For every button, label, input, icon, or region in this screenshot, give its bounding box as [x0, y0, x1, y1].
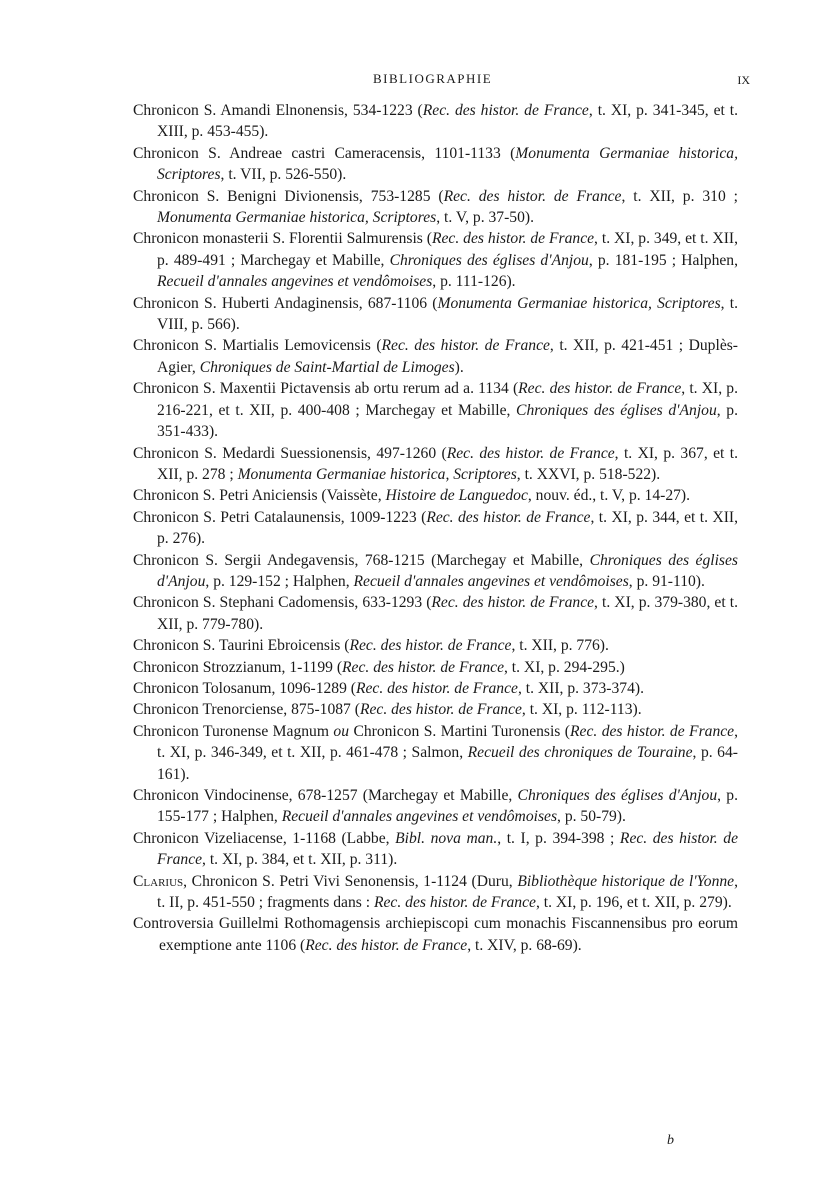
entry-text: , t. XII, p. 421-451 ; Duplès-Agier, [157, 337, 738, 376]
entry-italic-title: Rec. des histor. de France [518, 380, 682, 398]
entry-italic-title: Histoire de Languedoc [385, 487, 528, 505]
entry-italic-title: Rec. des histor. de France [443, 187, 622, 205]
entry-text: Chronicon S. Amandi Elnonensis, 534-1223 ( [133, 102, 423, 119]
entry-italic-title: Chroniques des églises d'Anjou [157, 551, 738, 590]
entry-italic-title: Rec. des histor. de France [431, 594, 595, 612]
entry-text: , t. XI, p. 112-113). [521, 701, 642, 719]
entry-italic-title: Rec. des histor. de France [381, 337, 550, 355]
page-number: IX [737, 73, 750, 87]
entry-text: , t. XI, p. 379-380, et t. XII, p. 779-780). [157, 594, 738, 633]
entry-italic-title: Rec. des histor. de France [305, 936, 468, 954]
entry-italic-title: Rec. des histor. de France [570, 722, 735, 740]
entry-text: Controversia Guillelmi Rothomagensis archiepiscopi cum monachis Fiscannensibus pro eorum exemptione ante 1106 ( [133, 915, 738, 954]
entry-italic-title: Chroniques des églises d'Anjou [516, 401, 717, 419]
bibliography-entry [133, 828, 738, 871]
entry-text: , p. 64-161). [157, 744, 738, 783]
entry-text: Chronicon Vizeliacense, 1-1168 (Labbe, [133, 829, 396, 847]
entry-text: , t. II, p. 451-550 ; fragments dans : [157, 872, 738, 912]
entry-text: , t. XII, p. 310 ; [621, 187, 738, 205]
entry-text: Chronicon S. Sergii Andegavensis, 768-1215 (Marchegay et Mabille, [133, 551, 590, 569]
entry-text: , p. 155-177 ; Halphen, [157, 787, 738, 826]
entry-text: , t. XI, p. 349, et t. XII, p. 489-491 ; Marchegay et Mabille, [157, 230, 738, 269]
bibliography-entry [133, 378, 738, 442]
bibliography-entry [133, 785, 738, 828]
entry-italic-title: Recueil des chroniques de Touraine [467, 744, 693, 762]
entry-text: , p. 129-152 ; Halphen, [205, 572, 354, 590]
bibliography-entry [133, 678, 738, 699]
entry-text: Chronicon S. Andreae castri Cameracensis, 1101-1133 ( [133, 144, 516, 162]
bibliography-entry [133, 485, 738, 506]
entry-italic-title: Rec. des histor. de France [446, 444, 615, 462]
bibliography-entry [133, 592, 738, 635]
entry-italic-title: Monumenta Germaniae historica, Scriptores [157, 209, 437, 227]
entry-text: , t. VIII, p. 566). [157, 294, 739, 334]
entry-text: , t. VII, p. 526-550). [220, 166, 347, 184]
entry-text: , p. 111-126). [432, 273, 516, 291]
entry-text: , Chronicon S. Petri Vivi Senonensis, 1-1124 (Duru, [183, 872, 518, 890]
entry-text: Chronicon S. Medardi Suessionensis, 497-1260 ( [133, 444, 447, 462]
entry-text: Chronicon S. Petri Aniciensis (Vaissète, [133, 487, 386, 505]
entry-text: , t. XXVI, p. 518-522). [516, 465, 661, 483]
entry-text: , t. XII, p. 373-374). [517, 679, 644, 697]
entry-italic-title: Rec. des histor. de France [349, 637, 512, 655]
entry-text: , t. XI, p. 346-349, et t. XII, p. 461-478 ; Salmon, [157, 722, 738, 762]
bibliography-entry [133, 635, 738, 656]
entry-italic-title: Bibl. nova man. [395, 829, 498, 847]
entry-italic-title: Rec. des histor. de France [431, 230, 595, 248]
entry-text: , t. XII, p. 776). [511, 637, 609, 655]
entry-italic-title: Rec. des histor. de France [342, 658, 504, 676]
bibliography-entries [133, 100, 738, 956]
entry-italic-title: Bibliothèque historique de l'Yonne [517, 872, 735, 890]
entry-text: , p. 181-195 ; Halphen, [588, 251, 738, 269]
entry-italic-title: Monumenta Germaniae historica, Scriptores [157, 144, 738, 184]
entry-text: Chronicon Tolosanum, 1096-1289 ( [133, 679, 356, 697]
entry-italic-title: Rec. des histor. de France [157, 829, 738, 869]
entry-text: Chronicon S. Taurini Ebroicensis ( [133, 637, 350, 655]
bibliography-entry [133, 871, 738, 914]
entry-text: , t. XI, p. 344, et t. XII, p. 276). [157, 508, 738, 548]
entry-text: , t. XI, p. 367, et t. XII, p. 278 ; [157, 444, 738, 483]
entry-italic-title: Chroniques des églises d'Anjou [517, 787, 718, 804]
entry-italic-title: Recueil d'annales angevines et vendômoises [281, 808, 558, 826]
entry-italic-title: Rec. des histor. de France [355, 679, 518, 697]
entry-author: Clarius [133, 872, 184, 890]
entry-text: , t. XI, p. 341-345, et t. XIII, p. 453-455). [157, 102, 738, 141]
entry-text: Chronicon Trenorciense, 875-1087 ( [133, 701, 360, 719]
entry-italic-title: Rec. des histor. de France [359, 701, 522, 719]
entry-text: Chronicon Strozzianum, 1-1199 ( [133, 658, 343, 676]
entry-italic-title: Recueil d'annales angevines et vendômoises [353, 572, 629, 590]
bibliography-entry [133, 721, 738, 785]
running-head [0, 71, 840, 91]
entry-text: ). [454, 358, 464, 376]
bibliography-entry [133, 699, 738, 720]
entry-italic-title: Recueil d'annales angevines et vendômoises [157, 273, 433, 291]
entry-text: Chronicon S. Stephani Cadomensis, 633-1293 ( [133, 594, 432, 612]
bibliography-entry [133, 293, 738, 336]
bibliography-entry [133, 335, 738, 378]
entry-italic-title: ou [333, 722, 350, 740]
entry-text: Chronicon Vindocinense, 678-1257 (Marchegay et Mabille, [133, 787, 518, 804]
bibliography-entry [133, 550, 738, 593]
entry-text: , t. XI, p. 384, et t. XII, p. 311). [202, 851, 398, 869]
bibliography-entry [133, 507, 738, 550]
entry-text: Chronicon S. Maxentii Pictavensis ab ortu rerum ad a. 1134 ( [133, 380, 519, 398]
entry-text: , p. 91-110). [628, 572, 705, 590]
bibliography-entry [133, 143, 738, 186]
bibliography-entry [133, 913, 738, 956]
entry-text: , p. 351-433). [157, 401, 738, 441]
entry-text: , t. I, p. 394-398 ; [497, 829, 620, 847]
entry-italic-title: Rec. des histor. de France [422, 102, 589, 119]
entry-text: , t. XIV, p. 68-69). [467, 936, 582, 954]
entry-text: , t. XI, p. 294-295.) [504, 658, 625, 676]
entry-text: Chronicon monasterii S. Florentii Salmurensis ( [133, 230, 432, 248]
entry-italic-title: Rec. des histor. de France [373, 894, 536, 912]
entry-italic-title: Chroniques des églises d'Anjou [389, 251, 589, 269]
entry-text: , t. XI, p. 216-221, et t. XII, p. 400-408 ; Marchegay et Mabille, [157, 380, 739, 419]
entry-text: , t. XI, p. 196, et t. XII, p. 279). [535, 894, 732, 912]
running-title: BIBLIOGRAPHIE [373, 71, 493, 86]
entry-italic-title: Monumenta Germaniae historica, Scriptores [437, 294, 721, 312]
signature-mark: b [667, 1133, 674, 1148]
entry-text: Chronicon S. Petri Catalaunensis, 1009-1223 ( [133, 508, 427, 526]
entry-text: , p. 50-79). [557, 808, 626, 826]
bibliography-entry [133, 443, 738, 486]
entry-text: Chronicon S. Benigni Divionensis, 753-1285 ( [133, 187, 444, 205]
entry-text: Chronicon Turonense Magnum [133, 722, 334, 740]
entry-italic-title: Monumenta Germaniae historica, Scriptores [237, 465, 517, 483]
entry-text: Chronicon S. Martini Turonensis ( [349, 722, 570, 740]
bibliography-entry [133, 228, 738, 292]
entry-italic-title: Chroniques de Saint-Martial de Limoges [199, 358, 455, 376]
bibliography-entry [133, 100, 738, 143]
bibliography-entry [133, 186, 738, 229]
entry-text: , nouv. éd., t. V, p. 14-27). [527, 487, 691, 505]
entry-italic-title: Rec. des histor. de France [426, 508, 591, 526]
entry-text: Chronicon S. Martialis Lemovicensis ( [133, 337, 382, 355]
bibliography-entry [133, 657, 738, 678]
entry-text: , t. V, p. 37-50). [436, 209, 534, 227]
entry-text: Chronicon S. Huberti Andaginensis, 687-1106 ( [133, 294, 438, 312]
